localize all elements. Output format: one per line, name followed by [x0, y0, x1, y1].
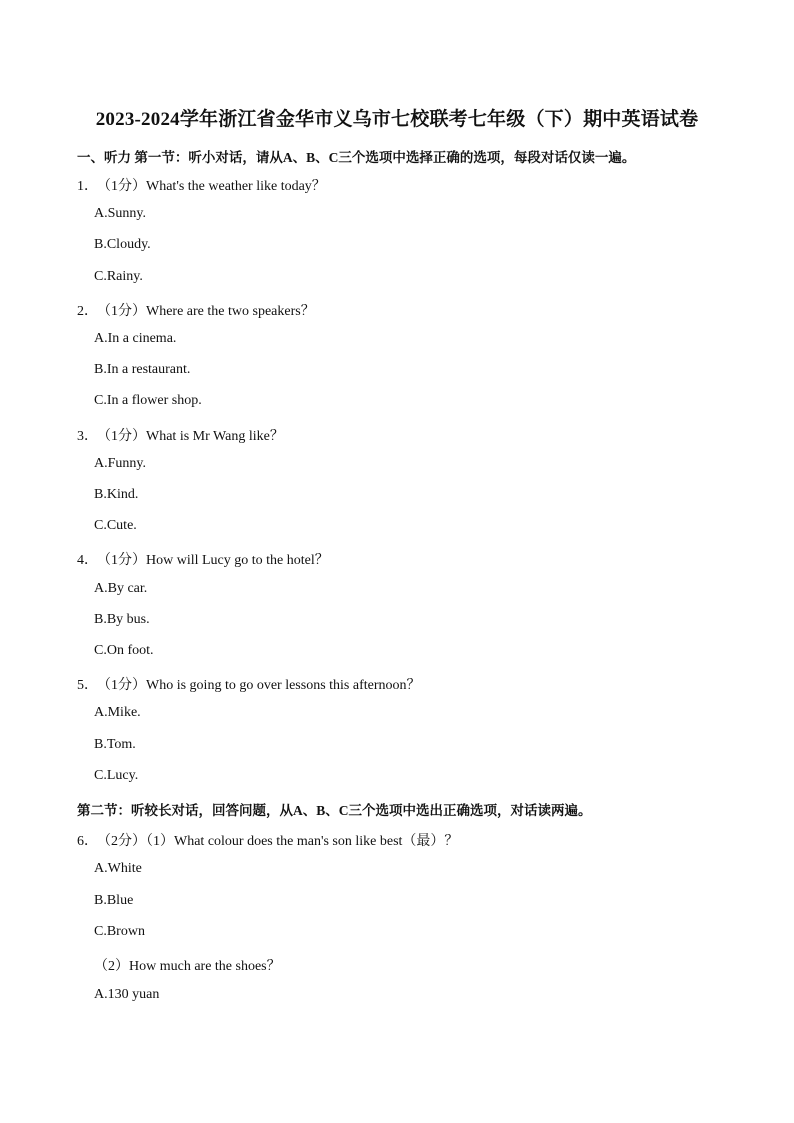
question-number: 1．	[77, 179, 98, 194]
sub-question-6-2: （2）How much are the shoes？	[94, 959, 281, 974]
question-4	[77, 549, 329, 569]
question-text: What is Mr Wang like？	[146, 429, 284, 444]
question-points: （1分）	[97, 678, 146, 693]
question-points: （1分）	[97, 304, 146, 319]
question-2	[77, 300, 315, 320]
option-2b: B.In a restaurant.	[94, 362, 191, 377]
question-5	[77, 674, 421, 694]
option-6-1c: C.Brown	[94, 924, 145, 939]
question-points: （1分）	[97, 429, 146, 444]
option-1c: C.Rainy.	[94, 269, 143, 284]
question-number: 3．	[77, 429, 98, 444]
question-text: Who is going to go over lessons this afternoon？	[146, 678, 421, 693]
section-heading-listening-part2: 第二节：听较长对话，回答问题，从A、B、C三个选项中选出正确选项，对话读两遍。	[77, 803, 592, 818]
question-points: （1分）	[97, 553, 146, 568]
option-4c: C.On foot.	[94, 643, 154, 658]
option-3a: A.Funny.	[94, 456, 146, 471]
option-4a: A.By car.	[94, 581, 148, 596]
option-3b: B.Kind.	[94, 487, 139, 502]
option-5b: B.Tom.	[94, 737, 136, 752]
question-text: （1）What colour does the man's son like best（最）？	[146, 834, 459, 849]
option-2c: C.In a flower shop.	[94, 393, 202, 408]
question-number: 4．	[77, 553, 98, 568]
option-6-2a: A.130 yuan	[94, 987, 160, 1002]
question-points: （1分）	[97, 179, 146, 194]
option-4b: B.By bus.	[94, 612, 150, 627]
option-1b: B.Cloudy.	[94, 237, 151, 252]
question-number: 5．	[77, 678, 98, 693]
page-title: 2023-2024学年浙江省金华市义乌市七校联考七年级（下）期中英语试卷	[95, 109, 699, 130]
option-5a: A.Mike.	[94, 705, 141, 720]
option-3c: C.Cute.	[94, 518, 137, 533]
question-number: 6．	[77, 834, 98, 849]
option-1a: A.Sunny.	[94, 206, 146, 221]
question-3	[77, 425, 284, 445]
question-1	[77, 175, 326, 195]
section-heading-listening-part1: 一、听力 第一节：听小对话，请从A、B、C三个选项中选择正确的选项，每段对话仅读一遍。	[77, 150, 636, 165]
question-text: What's the weather like today？	[146, 179, 326, 194]
question-text: How will Lucy go to the hotel？	[146, 553, 329, 568]
option-6-1a: A.White	[94, 861, 142, 876]
option-5c: C.Lucy.	[94, 768, 139, 783]
option-2a: A.In a cinema.	[94, 331, 177, 346]
option-6-1b: B.Blue	[94, 893, 134, 908]
question-points: （2分）	[97, 834, 146, 849]
question-text: Where are the two speakers？	[146, 304, 315, 319]
question-number: 2．	[77, 304, 98, 319]
question-6	[77, 830, 458, 850]
